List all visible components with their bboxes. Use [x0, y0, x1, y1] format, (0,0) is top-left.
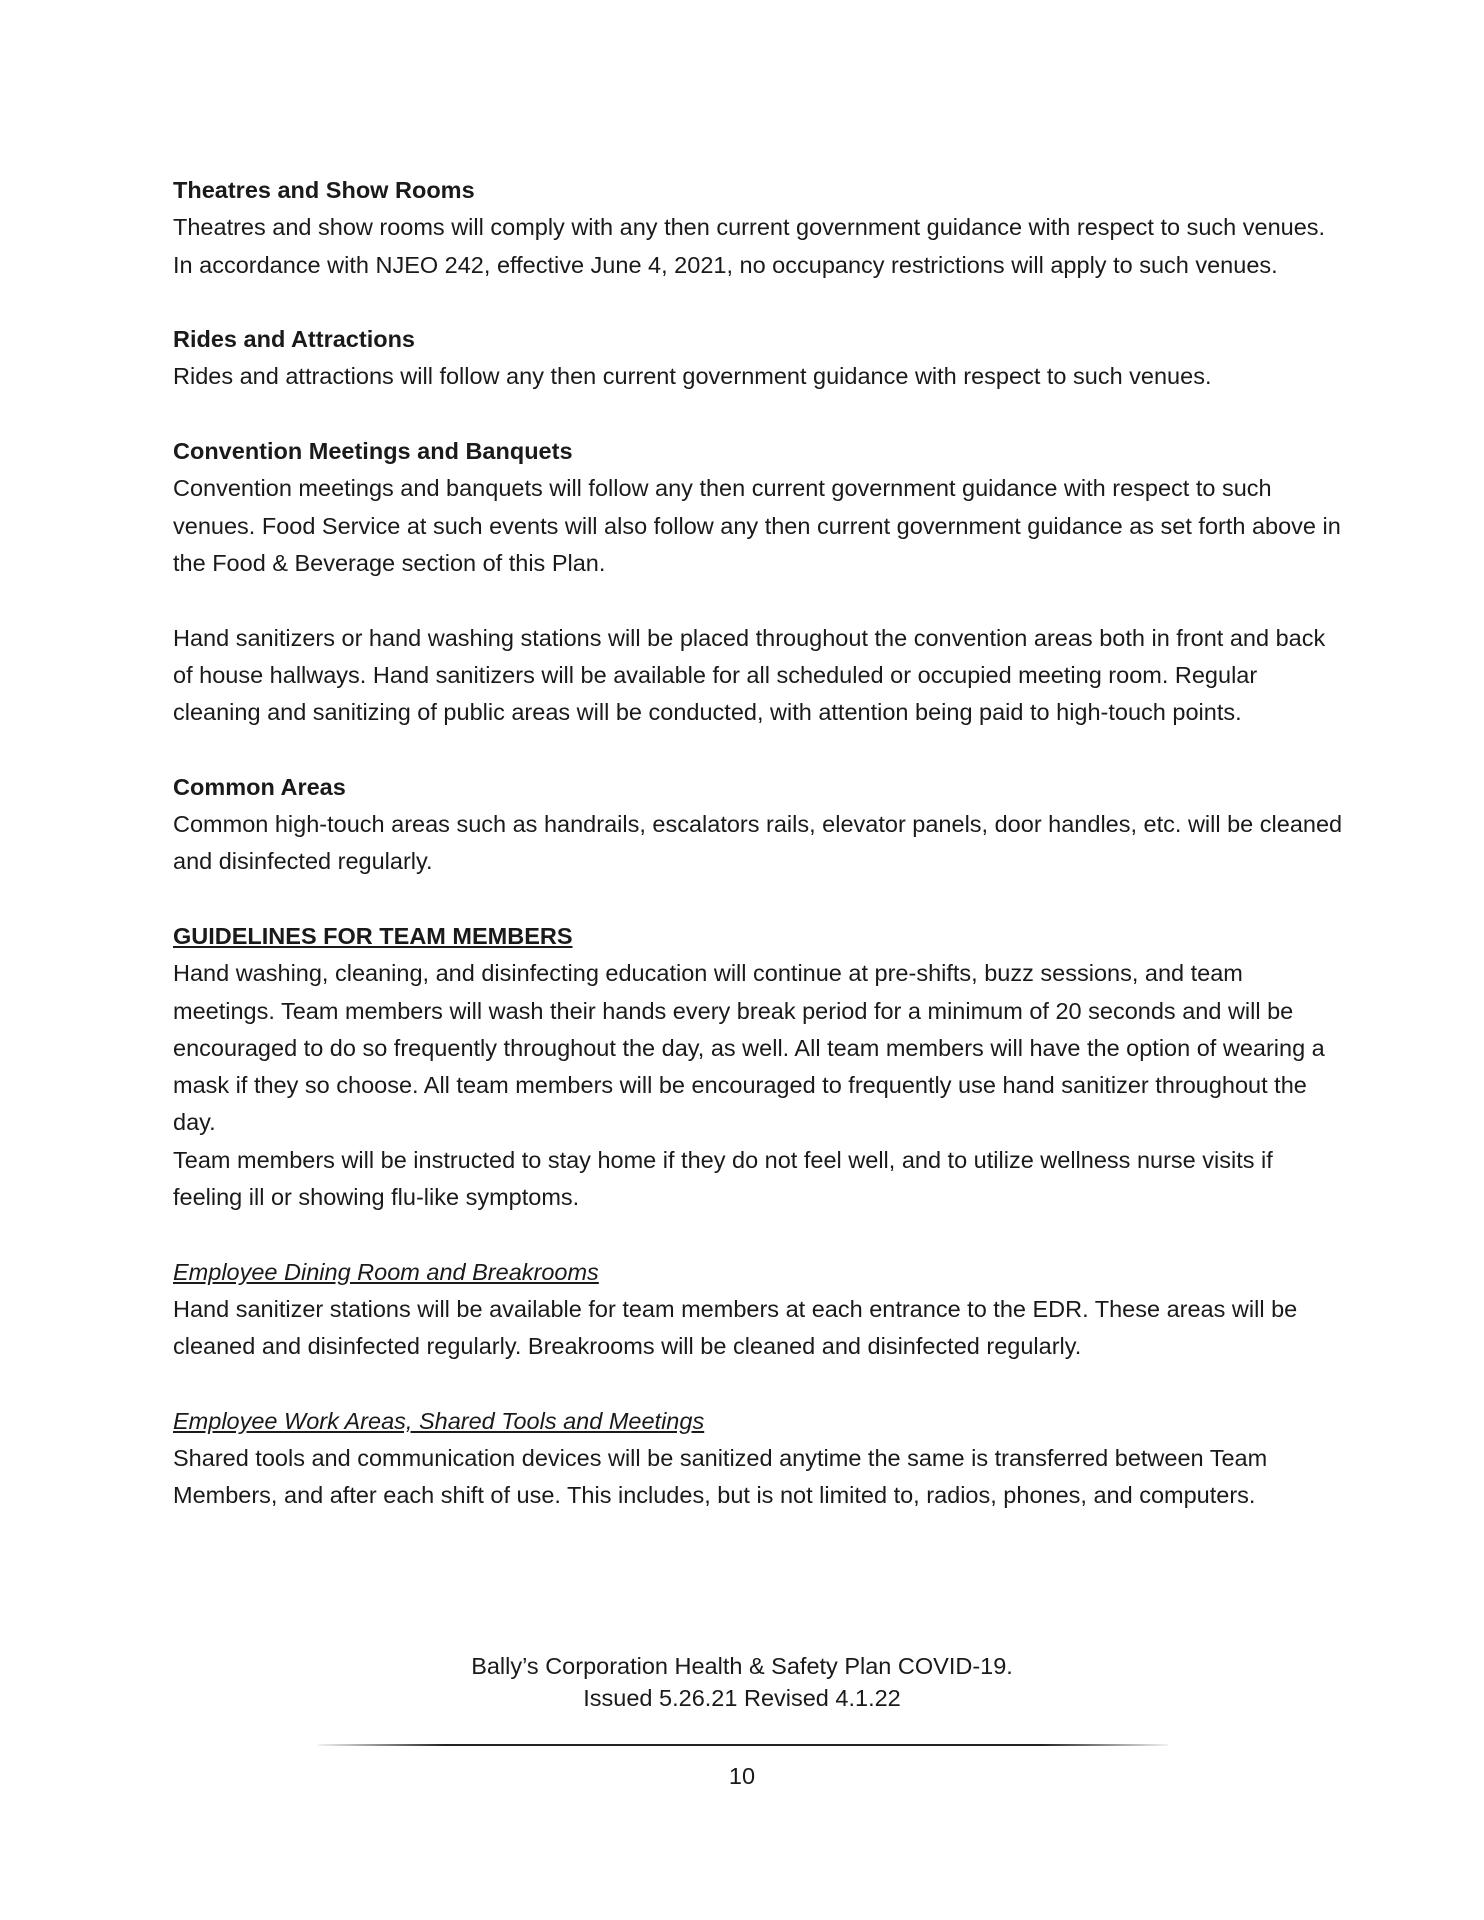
paragraph-gap	[173, 396, 1343, 433]
subsection-heading-dining: Employee Dining Room and Breakrooms	[173, 1258, 599, 1285]
paragraph-gap	[173, 1216, 1343, 1253]
paragraph-gap	[173, 1366, 1343, 1403]
section-heading-convention: Convention Meetings and Banquets	[173, 438, 573, 465]
section-body-convention: Convention meetings and banquets will follow any then current government guidance with respect to such venues. Food Service at such events will also follow any then current government guidance as set forth above in the Food & Beverage section of this Plan.	[173, 475, 1341, 576]
subsection-body-work-areas: Shared tools and communication devices will be sanitized anytime the same is transferred between Team Members, and after each shift of use. This includes, but is not limited to, radios, phones, and computers.	[173, 1445, 1268, 1509]
section-heading-theatres: Theatres and Show Rooms	[173, 177, 475, 203]
page-footer	[0, 1650, 1484, 1714]
paragraph-gap	[173, 881, 1343, 918]
paragraph-gap	[173, 731, 1343, 768]
footer-title: Bally’s Corporation Health & Safety Plan COVID-19.	[471, 1653, 1013, 1679]
section-heading-common-areas: Common Areas	[173, 773, 346, 800]
section-body-convention-sanitizers: Hand sanitizers or hand washing stations will be placed throughout the convention areas both in front and back of house hallways. Hand sanitizers will be available for all scheduled or occupied meeting room. Regular cleaning and sanitizing of public areas will be conducted, with attention being paid to high-touch points.	[173, 624, 1326, 726]
footer-revision: Issued 5.26.21 Revised 4.1.22	[583, 1685, 901, 1711]
section-heading-guidelines: GUIDELINES FOR TEAM MEMBERS	[173, 922, 573, 949]
subsection-heading-work-areas: Employee Work Areas, Shared Tools and Meetings	[173, 1407, 705, 1434]
page-content	[173, 172, 1343, 1515]
subsection-body-dining: Hand sanitizer stations will be available for team members at each entrance to the EDR. These areas will be cleaned and disinfected regularly. Breakrooms will be cleaned and disinfected regularly.	[173, 1295, 1298, 1360]
section-body-theatres: Theatres and show rooms will comply with any then current government guidance with respect to such venues. In accordance with NJEO 242, effective June 4, 2021, no occupancy restrictions will apply to such venues.	[173, 214, 1326, 278]
page-number: 10	[728, 1763, 756, 1789]
section-body-guidelines: Hand washing, cleaning, and disinfecting education will continue at pre-shifts, buzz sessions, and team meetings. Team members will wash their hands every break period for a minimum of 20 seconds and will be encouraged to do so frequently throughout the day, as well. All team members will have the option of wearing a mask if they so choose. All team members will be encouraged to frequently use hand sanitizer throughout the day.	[173, 960, 1325, 1136]
section-heading-rides: Rides and Attractions	[173, 326, 415, 353]
section-body-rides: Rides and attractions will follow any then current government guidance with respect to such venues.	[173, 363, 1212, 390]
section-body-guidelines-stay-home: Team members will be instructed to stay home if they do not feel well, and to utilize wellness nurse visits if feeling ill or showing flu-like symptoms.	[173, 1146, 1273, 1211]
paragraph-gap	[173, 582, 1343, 619]
paragraph-gap	[173, 284, 1343, 321]
footer-divider	[318, 1744, 1168, 1746]
section-body-common-areas: Common high-touch areas such as handrails, escalators rails, elevator panels, door handles, etc. will be cleaned and disinfected regularly.	[173, 811, 1343, 875]
